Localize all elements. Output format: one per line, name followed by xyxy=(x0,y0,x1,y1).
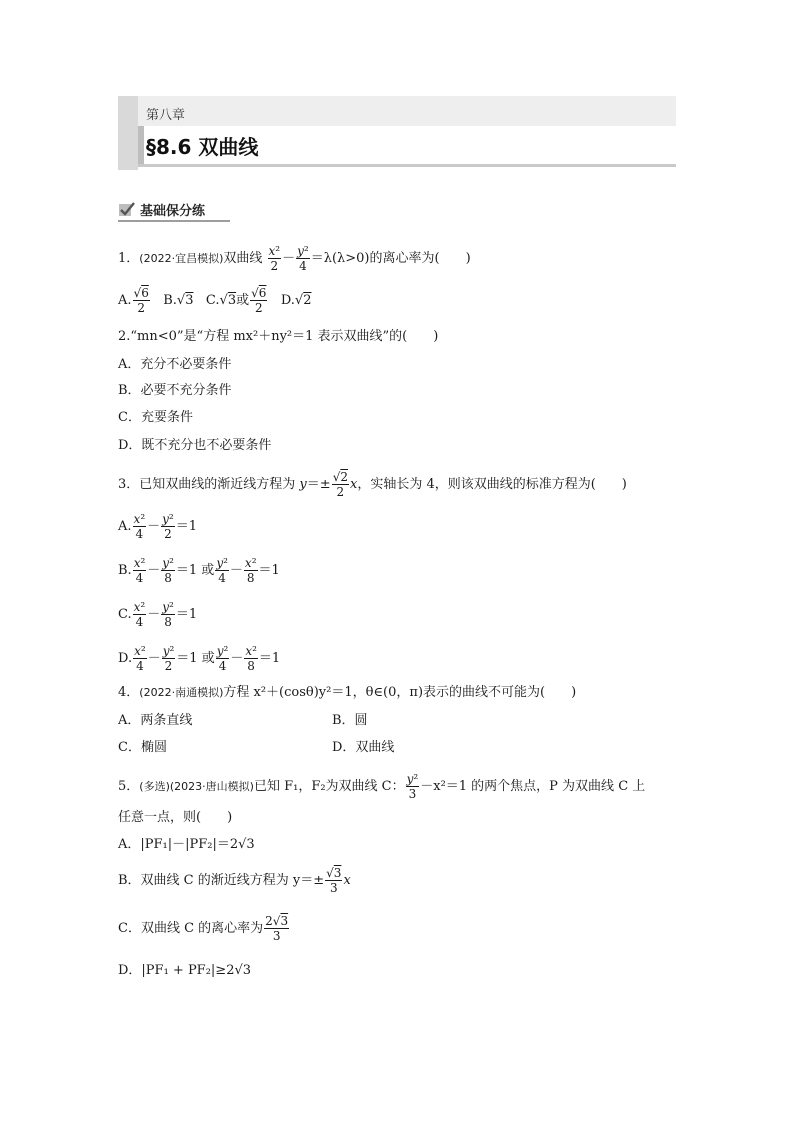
header-underline xyxy=(138,164,676,167)
practice-heading xyxy=(118,200,230,220)
practice-label: 基础保分练 xyxy=(140,204,206,219)
question-5: 5．(多选)(2023·唐山模拟)已知 F₁，F₂为双曲线 C： $\frac{\text{y²}}{3}$ －x²＝1 的两个焦点，P 为双曲线 C 上 xyxy=(118,772,646,801)
section-title: §8.6 双曲线 xyxy=(146,135,259,159)
fraction: $\frac{\text{y²}}{4}$ xyxy=(297,244,309,273)
question-1: 1．(2022·宜昌模拟)双曲线 $\frac{\text{x²}}{2}$ － $\frac{\text{y²}}{4}$ ＝λ(λ>0)的离心率为( ) xyxy=(118,244,471,273)
question-3-option-c: C. $\frac{\text{x²}}{4}$ － $\frac{\text{y²}}{8}$ ＝1 xyxy=(118,600,198,629)
question-4: 4．(2022·南通模拟)方程 x²＋(cosθ)y²＝1，θ∈(0，π)表示的曲线不可能为( ) xyxy=(118,685,577,700)
question-2: 2.“mn<0”是“方程 mx²＋ny²＝1 表示双曲线”的( ) xyxy=(118,329,439,344)
question-5-option-a: A．|PF₁|－|PF₂|＝2√3 xyxy=(118,837,255,852)
question-2-option-d: D．既不充分也不必要条件 xyxy=(118,438,272,453)
question-5-option-b: B．双曲线 C 的渐近线方程为 y＝± $\frac{√3}{3}$ x xyxy=(118,866,351,895)
header-left-bar xyxy=(118,96,138,170)
question-3-option-a: A. $\frac{\text{x²}}{4}$ － $\frac{\text{y²}}{2}$ ＝1 xyxy=(118,512,198,541)
question-5-line-2: 任意一点，则( ) xyxy=(118,810,233,825)
chapter-label: 第八章 xyxy=(146,108,186,123)
question-4-option-a: A．两条直线 xyxy=(118,713,193,728)
practice-underline xyxy=(118,220,230,222)
question-4-option-d: D．双曲线 xyxy=(332,740,395,755)
fraction: $\frac{\text{x²}}{2}$ xyxy=(268,244,281,273)
question-3-option-d: D. $\frac{\text{x²}}{4}$ － $\frac{\text{y²}}{2}$ ＝1 或 $\frac{\text{y²}}{4}$ － $\frac{\text{x²}}{8}$ ＝1 xyxy=(118,644,281,673)
check-box-icon xyxy=(118,201,135,217)
chapter-strip xyxy=(138,96,676,126)
question-5-option-c: C．双曲线 C 的离心率为 $\frac{2√3}{3}$ xyxy=(118,914,289,943)
question-2-option-a: A．充分不必要条件 xyxy=(118,357,232,372)
question-2-option-b: B．必要不充分条件 xyxy=(118,383,232,398)
question-4-option-c: C．椭圆 xyxy=(118,740,167,755)
question-3: 3．已知双曲线的渐近线方程为 y＝± $\frac{√2}{2}$ x，实轴长为 4，则该双曲线的标准方程为( ) xyxy=(118,470,627,499)
question-2-option-c: C．充要条件 xyxy=(118,410,193,425)
question-4-option-b: B．圆 xyxy=(332,713,368,728)
question-5-option-d: D．|PF₁ + PF₂|≥2√3 xyxy=(118,963,252,978)
question-1-options: A. $\frac{√6}{2}$ B.√3 C.√3或 $\frac{√6}{2}$ D.√2 xyxy=(118,286,312,315)
question-3-option-b: B. $\frac{\text{x²}}{4}$ － $\frac{\text{y²}}{8}$ ＝1 或 $\frac{\text{y²}}{4}$ － $\frac{\text{x²}}{8}$ ＝1 xyxy=(118,556,280,585)
